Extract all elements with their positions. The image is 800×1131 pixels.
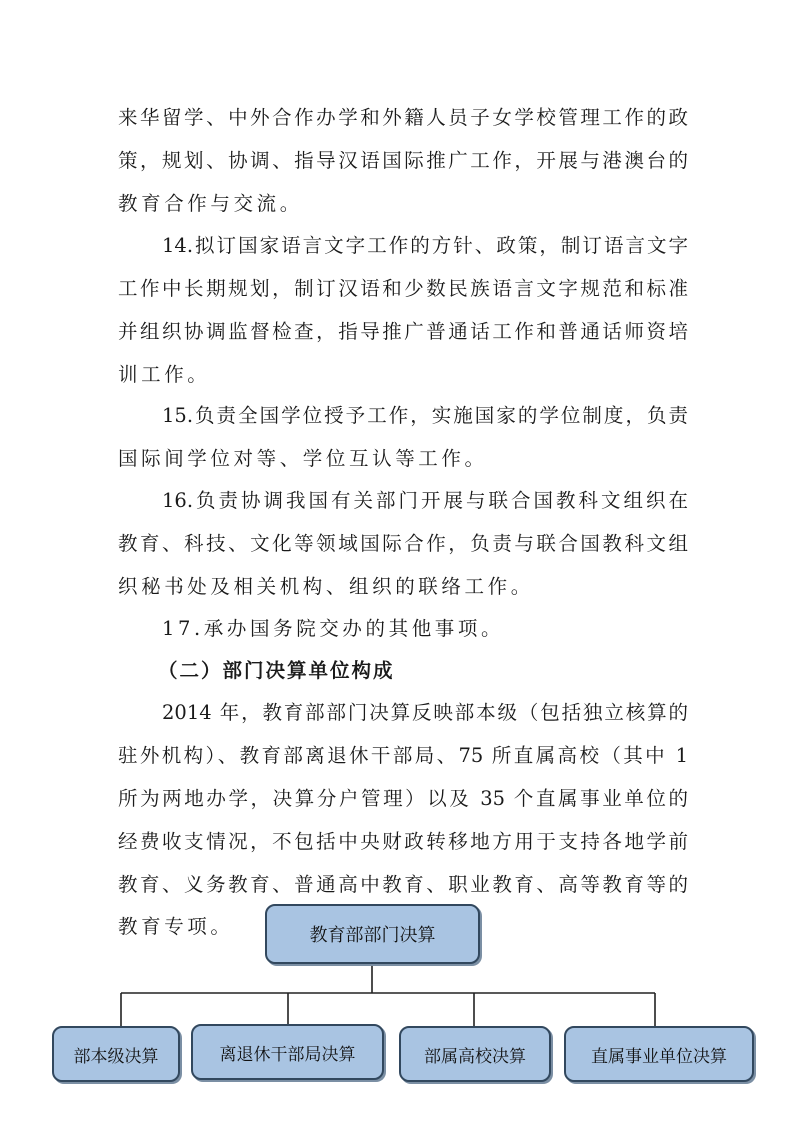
text-line: 工作中长期规划，制订汉语和少数民族语言文字规范和标准 <box>118 277 688 300</box>
org-root-box: 教育部部门决算 <box>265 904 480 964</box>
text-line: 教育、义务教育、普通高中教育、职业教育、高等教育等的 <box>118 873 688 896</box>
org-child-box: 部属高校决算 <box>399 1026 551 1082</box>
text-line: 并组织协调监督检查，指导推广普通话工作和普通话师资培 <box>118 320 688 343</box>
text-line: 织秘书处及相关机构、组织的联络工作。 <box>118 575 534 598</box>
text-line: 14.拟订国家语言文字工作的方针、政策，制订语言文字 <box>162 234 688 257</box>
text-line: 国际间学位对等、学位互认等工作。 <box>118 447 488 470</box>
text-line: 16.负责协调我国有关部门开展与联合国教科文组织在 <box>162 489 688 512</box>
text-line: 所为两地办学，决算分户管理）以及 35 个直属事业单位的 <box>118 787 688 810</box>
org-child-box: 离退休干部局决算 <box>191 1024 384 1080</box>
text-line: 教育、科技、文化等领域国际合作，负责与联合国教科文组 <box>118 532 688 555</box>
text-line: 教育合作与交流。 <box>118 192 303 215</box>
text-line: 15.负责全国学位授予工作，实施国家的学位制度，负责 <box>162 404 688 427</box>
org-child-box: 直属事业单位决算 <box>564 1026 754 1082</box>
text-line: 17.承办国务院交办的其他事项。 <box>162 617 505 640</box>
text-line: 来华留学、中外合作办学和外籍人员子女学校管理工作的政 <box>118 106 688 129</box>
org-child-box: 部本级决算 <box>52 1026 180 1082</box>
text-line: 策，规划、协调、指导汉语国际推广工作，开展与港澳台的 <box>118 149 688 172</box>
text-line: 训工作。 <box>118 363 211 386</box>
text-line: 2014 年，教育部部门决算反映部本级（包括独立核算的 <box>162 701 688 724</box>
section-heading: （二）部门决算单位构成 <box>158 659 395 682</box>
text-line: 教育专项。 <box>118 915 234 938</box>
text-line: 驻外机构）、教育部离退休干部局、75 所直属高校（其中 1 <box>118 744 688 767</box>
text-line: 经费收支情况，不包括中央财政转移地方用于支持各地学前 <box>118 830 688 853</box>
